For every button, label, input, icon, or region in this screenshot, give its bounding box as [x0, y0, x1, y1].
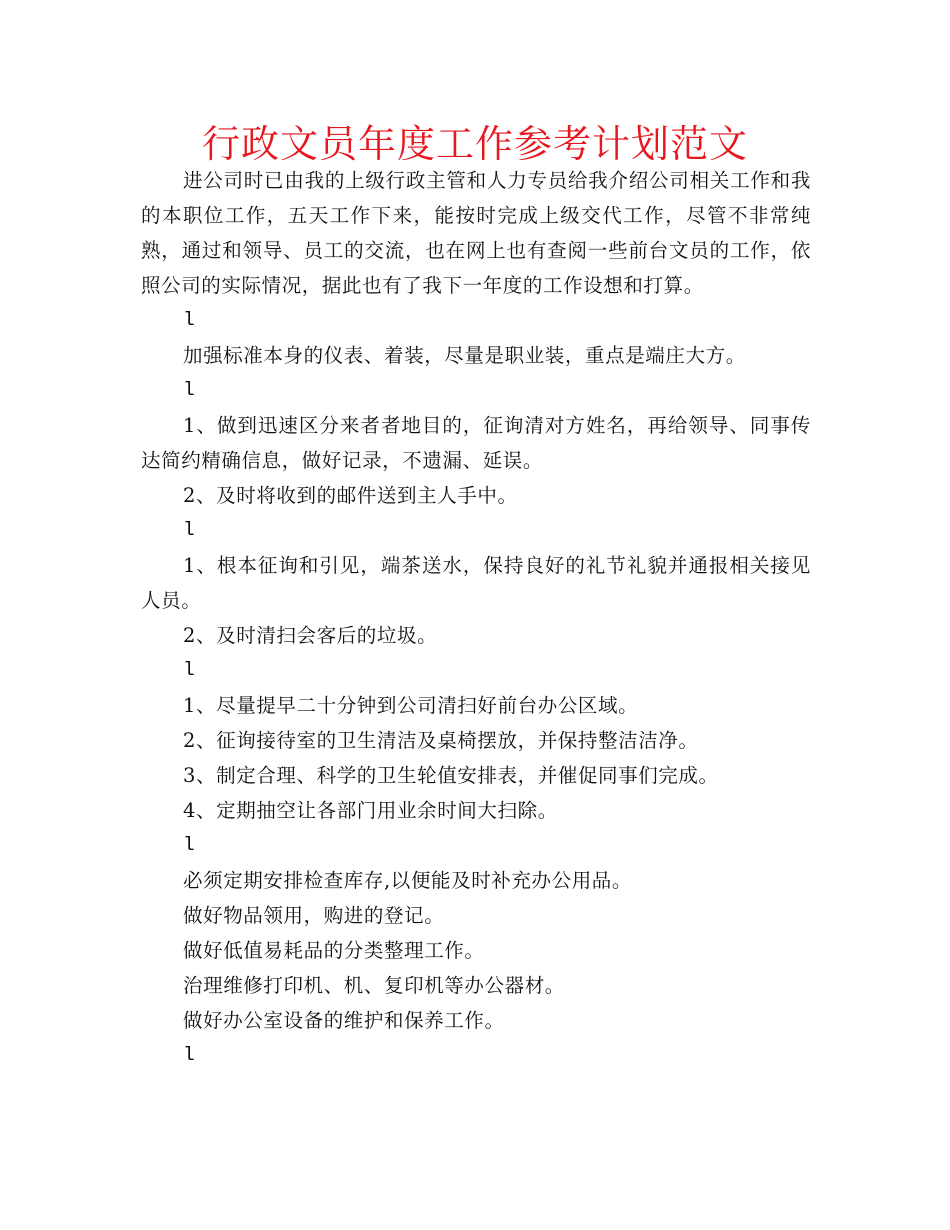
list-item: 加强标准本身的仪表、着装，尽量是职业装，重点是端庄大方。 — [183, 344, 746, 367]
document-title: 行政文员年度工作参考计划范文 — [201, 122, 748, 166]
list-item: 2、征询接待室的卫生清洁及桌椅摆放，并保持整洁洁净。 — [183, 729, 699, 752]
list-item: 治理维修打印机、机、复印机等办公器材。 — [183, 974, 565, 997]
list-item: 做好物品领用，购进的登记。 — [183, 904, 445, 927]
list-item: 1、根本征询和引见，端茶送水，保持良好的礼节礼貌并通报相关接见人员。 — [141, 554, 811, 612]
list-item: 2、及时清扫会客后的垃圾。 — [183, 624, 438, 647]
intro-paragraph: 进公司时已由我的上级行政主管和人力专员给我介绍公司相关工作和我的本职位工作，五天工作下来，能按时完成上级交代工作，尽管不非常纯熟，通过和领导、员工的交流，也在网上也有查阅一些前台文员的工作，依照公司的实际情况，据此也有了我下一年度的工作设想和打算。 — [141, 169, 811, 297]
list-item: 3、制定合理、科学的卫生轮值安排表，并催促同事们完成。 — [183, 764, 719, 787]
section-marker: l — [183, 519, 195, 541]
section-marker: l — [183, 379, 195, 401]
section-marker: l — [183, 659, 195, 681]
document-body — [141, 163, 811, 1073]
section-marker: l — [183, 1044, 195, 1066]
list-item: 1、做到迅速区分来者者地目的，征询清对方姓名，再给领导、同事传达简约精确信息，做好记录，不遗漏、延误。 — [141, 414, 811, 472]
list-item: 2、及时将收到的邮件送到主人手中。 — [183, 484, 518, 507]
list-item: 1、尽量提早二十分钟到公司清扫好前台办公区域。 — [183, 694, 639, 717]
list-item: 做好办公室设备的维护和保养工作。 — [183, 1009, 505, 1032]
list-item: 4、定期抽空让各部门用业余时间大扫除。 — [183, 799, 558, 822]
section-marker: l — [183, 309, 195, 331]
list-item: 必须定期安排检查库存,以便能及时补充办公用品。 — [183, 869, 632, 892]
list-item: 做好低值易耗品的分类整理工作。 — [183, 939, 485, 962]
section-marker: l — [183, 834, 195, 856]
